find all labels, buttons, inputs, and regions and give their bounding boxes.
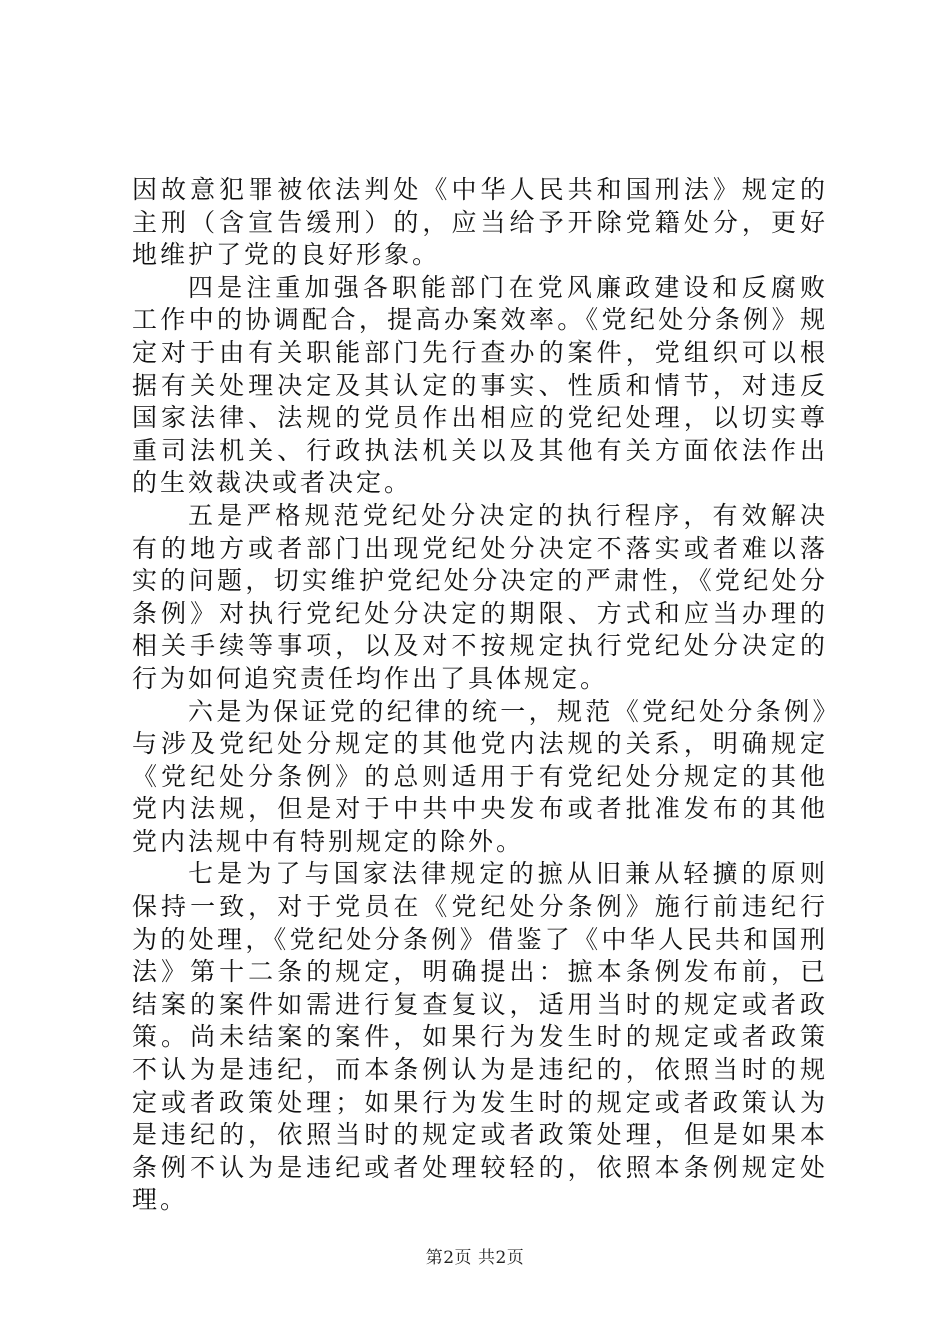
- paragraph-continued: 因故意犯罪被依法判处《中华人民共和国刑法》规定的主刑（含宣告缓刑）的，应当给予开除党籍处分，更好地维护了党的良好形象。: [132, 175, 828, 270]
- paragraph-point-six: 六是为保证党的纪律的统一，规范《党纪处分条例》与涉及党纪处分规定的其他党内法规的关系，明确规定《党纪处分条例》的总则适用于有党纪处分规定的其他党内法规，但是对于中共中央发布或者批准发布的其他党内法规中有特别规定的除外。: [132, 696, 828, 856]
- page-number-footer: 第2页 共2页: [425, 1248, 525, 1268]
- paragraph-point-seven: 七是为了与国家法律规定的摭从旧兼从轻擴的原则保持一致，对于党员在《党纪处分条例》施行前违纪行为的处理，《党纪处分条例》借鉴了《中华人民共和国刑法》第十二条的规定，明确提出：摭本条例发布前，已结案的案件如需进行复查复议，适用当时的规定或者政策。尚未结案的案件，如果行为发生时的规定或者政策不认为是违纪，而本条例认为是违纪的，依照当时的规定或者政策处理；如果行为发生时的规定或者政策认为是违纪的，依照当时的规定或者政策处理，但是如果本条例不认为是违纪或者处理较轻的，依照本条例规定处理。: [132, 859, 828, 1215]
- paragraph-point-five: 五是严格规范党纪处分决定的执行程序，有效解决有的地方或者部门出现党纪处分决定不落实或者难以落实的问题，切实维护党纪处分决定的严肃性，《党纪处分条例》对执行党纪处分决定的期限、方式和应当办理的相关手续等事项，以及对不按规定执行党纪处分决定的行为如何追究责任均作出了具体规定。: [132, 500, 828, 693]
- paragraph-point-four: 四是注重加强各职能部门在党风廉政建设和反腐败工作中的协调配合，提高办案效率。《党纪处分条例》规定对于由有关职能部门先行查办的案件，党组织可以根据有关处理决定及其认定的事实、性质和情节，对违反国家法律、法规的党员作出相应的党纪处理，以切实尊重司法机关、行政执法机关以及其他有关方面依法作出的生效裁决或者决定。: [132, 272, 828, 498]
- document-body: [132, 174, 828, 1217]
